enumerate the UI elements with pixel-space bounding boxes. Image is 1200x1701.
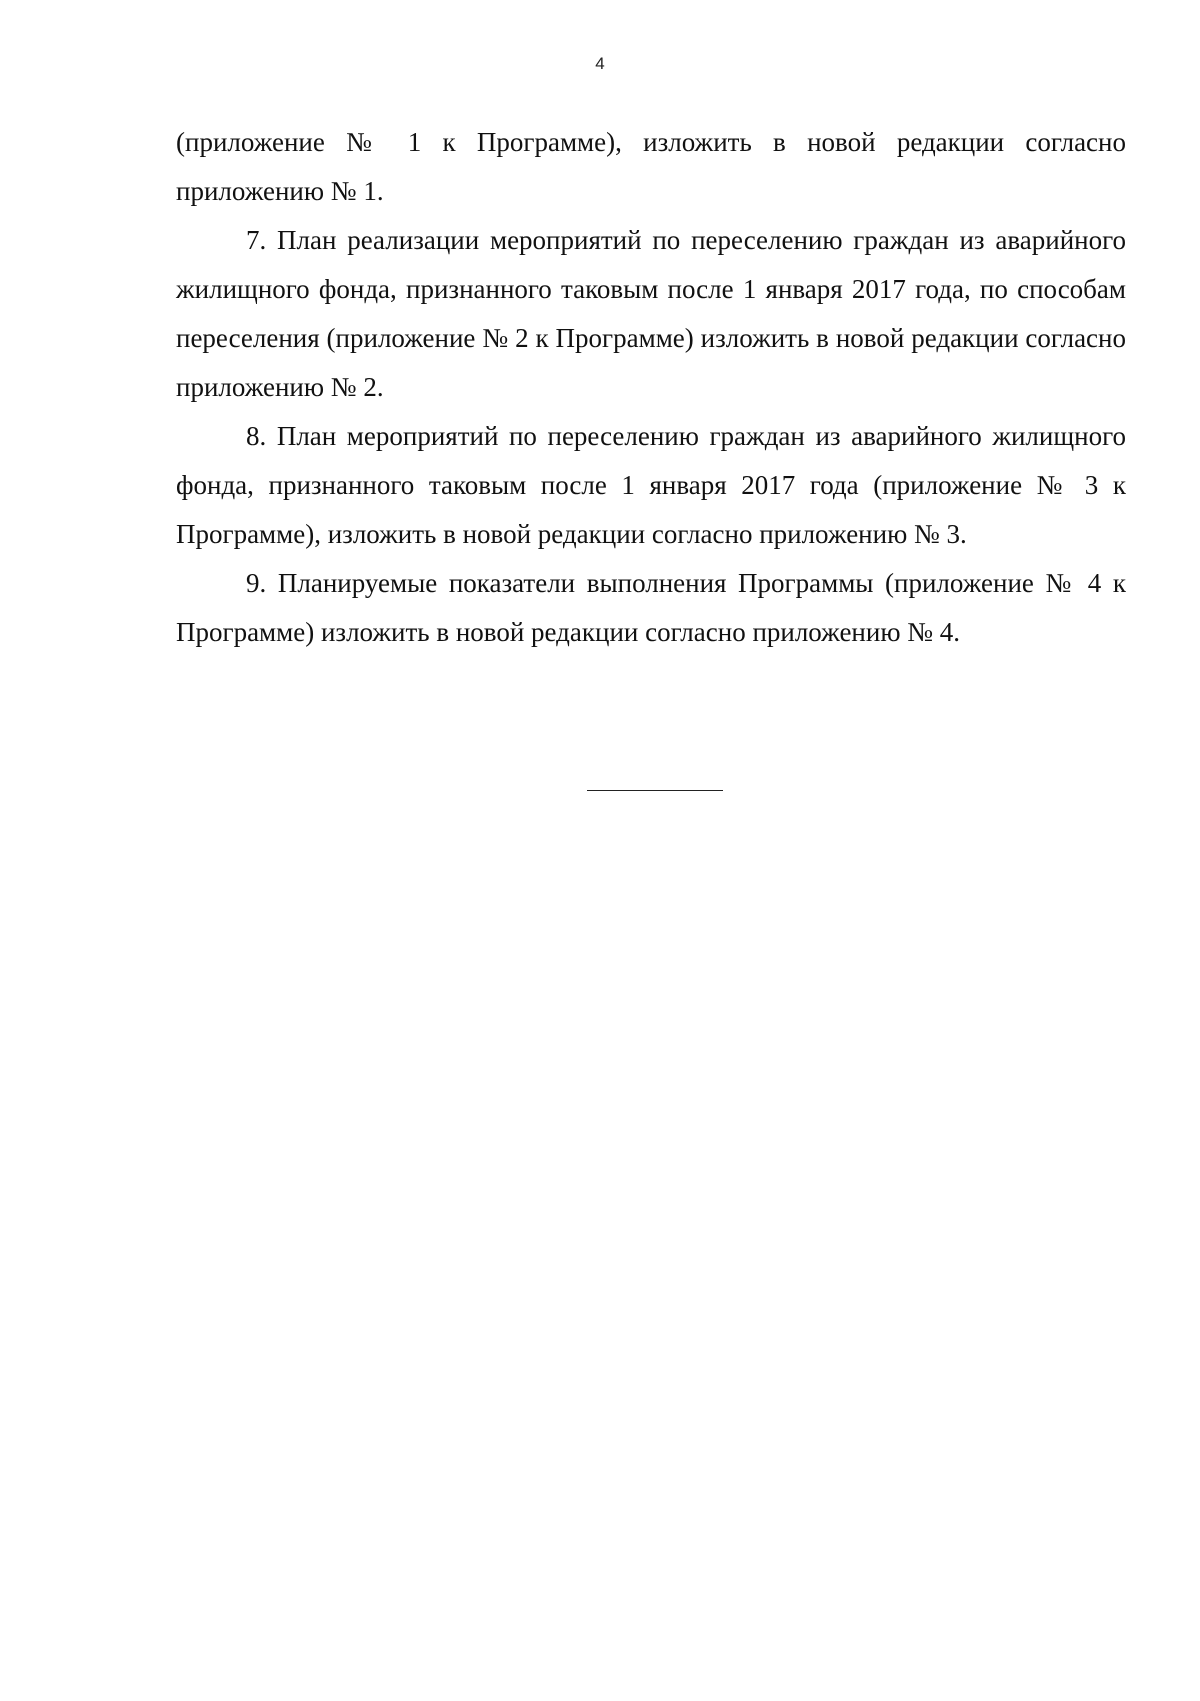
paragraph-continuation: (приложение № 1 к Программе), изложить в новой редакции согласно приложению № 1.: [176, 127, 1126, 206]
document-body: [176, 118, 1126, 657]
paragraph-item-7: 7. План реализации мероприятий по переселению граждан из аварийного жилищного фонда, признанного таковым после 1 января 2017 года, по способам переселения (приложение № 2 к Программе) изложить в новой редакции согласно приложению № 2.: [176, 225, 1126, 402]
paragraph-item-8: 8. План мероприятий по переселению граждан из аварийного жилищного фонда, признанного таковым после 1 января 2017 года (приложение № 3 к Программе), изложить в новой редакции согласно приложению № 3.: [176, 421, 1126, 549]
page-number: 4: [595, 54, 605, 73]
paragraph-item-9: 9. Планируемые показатели выполнения Программы (приложение № 4 к Программе) изложить в новой редакции согласно приложению № 4.: [176, 568, 1126, 647]
end-of-text-rule: [587, 790, 723, 791]
